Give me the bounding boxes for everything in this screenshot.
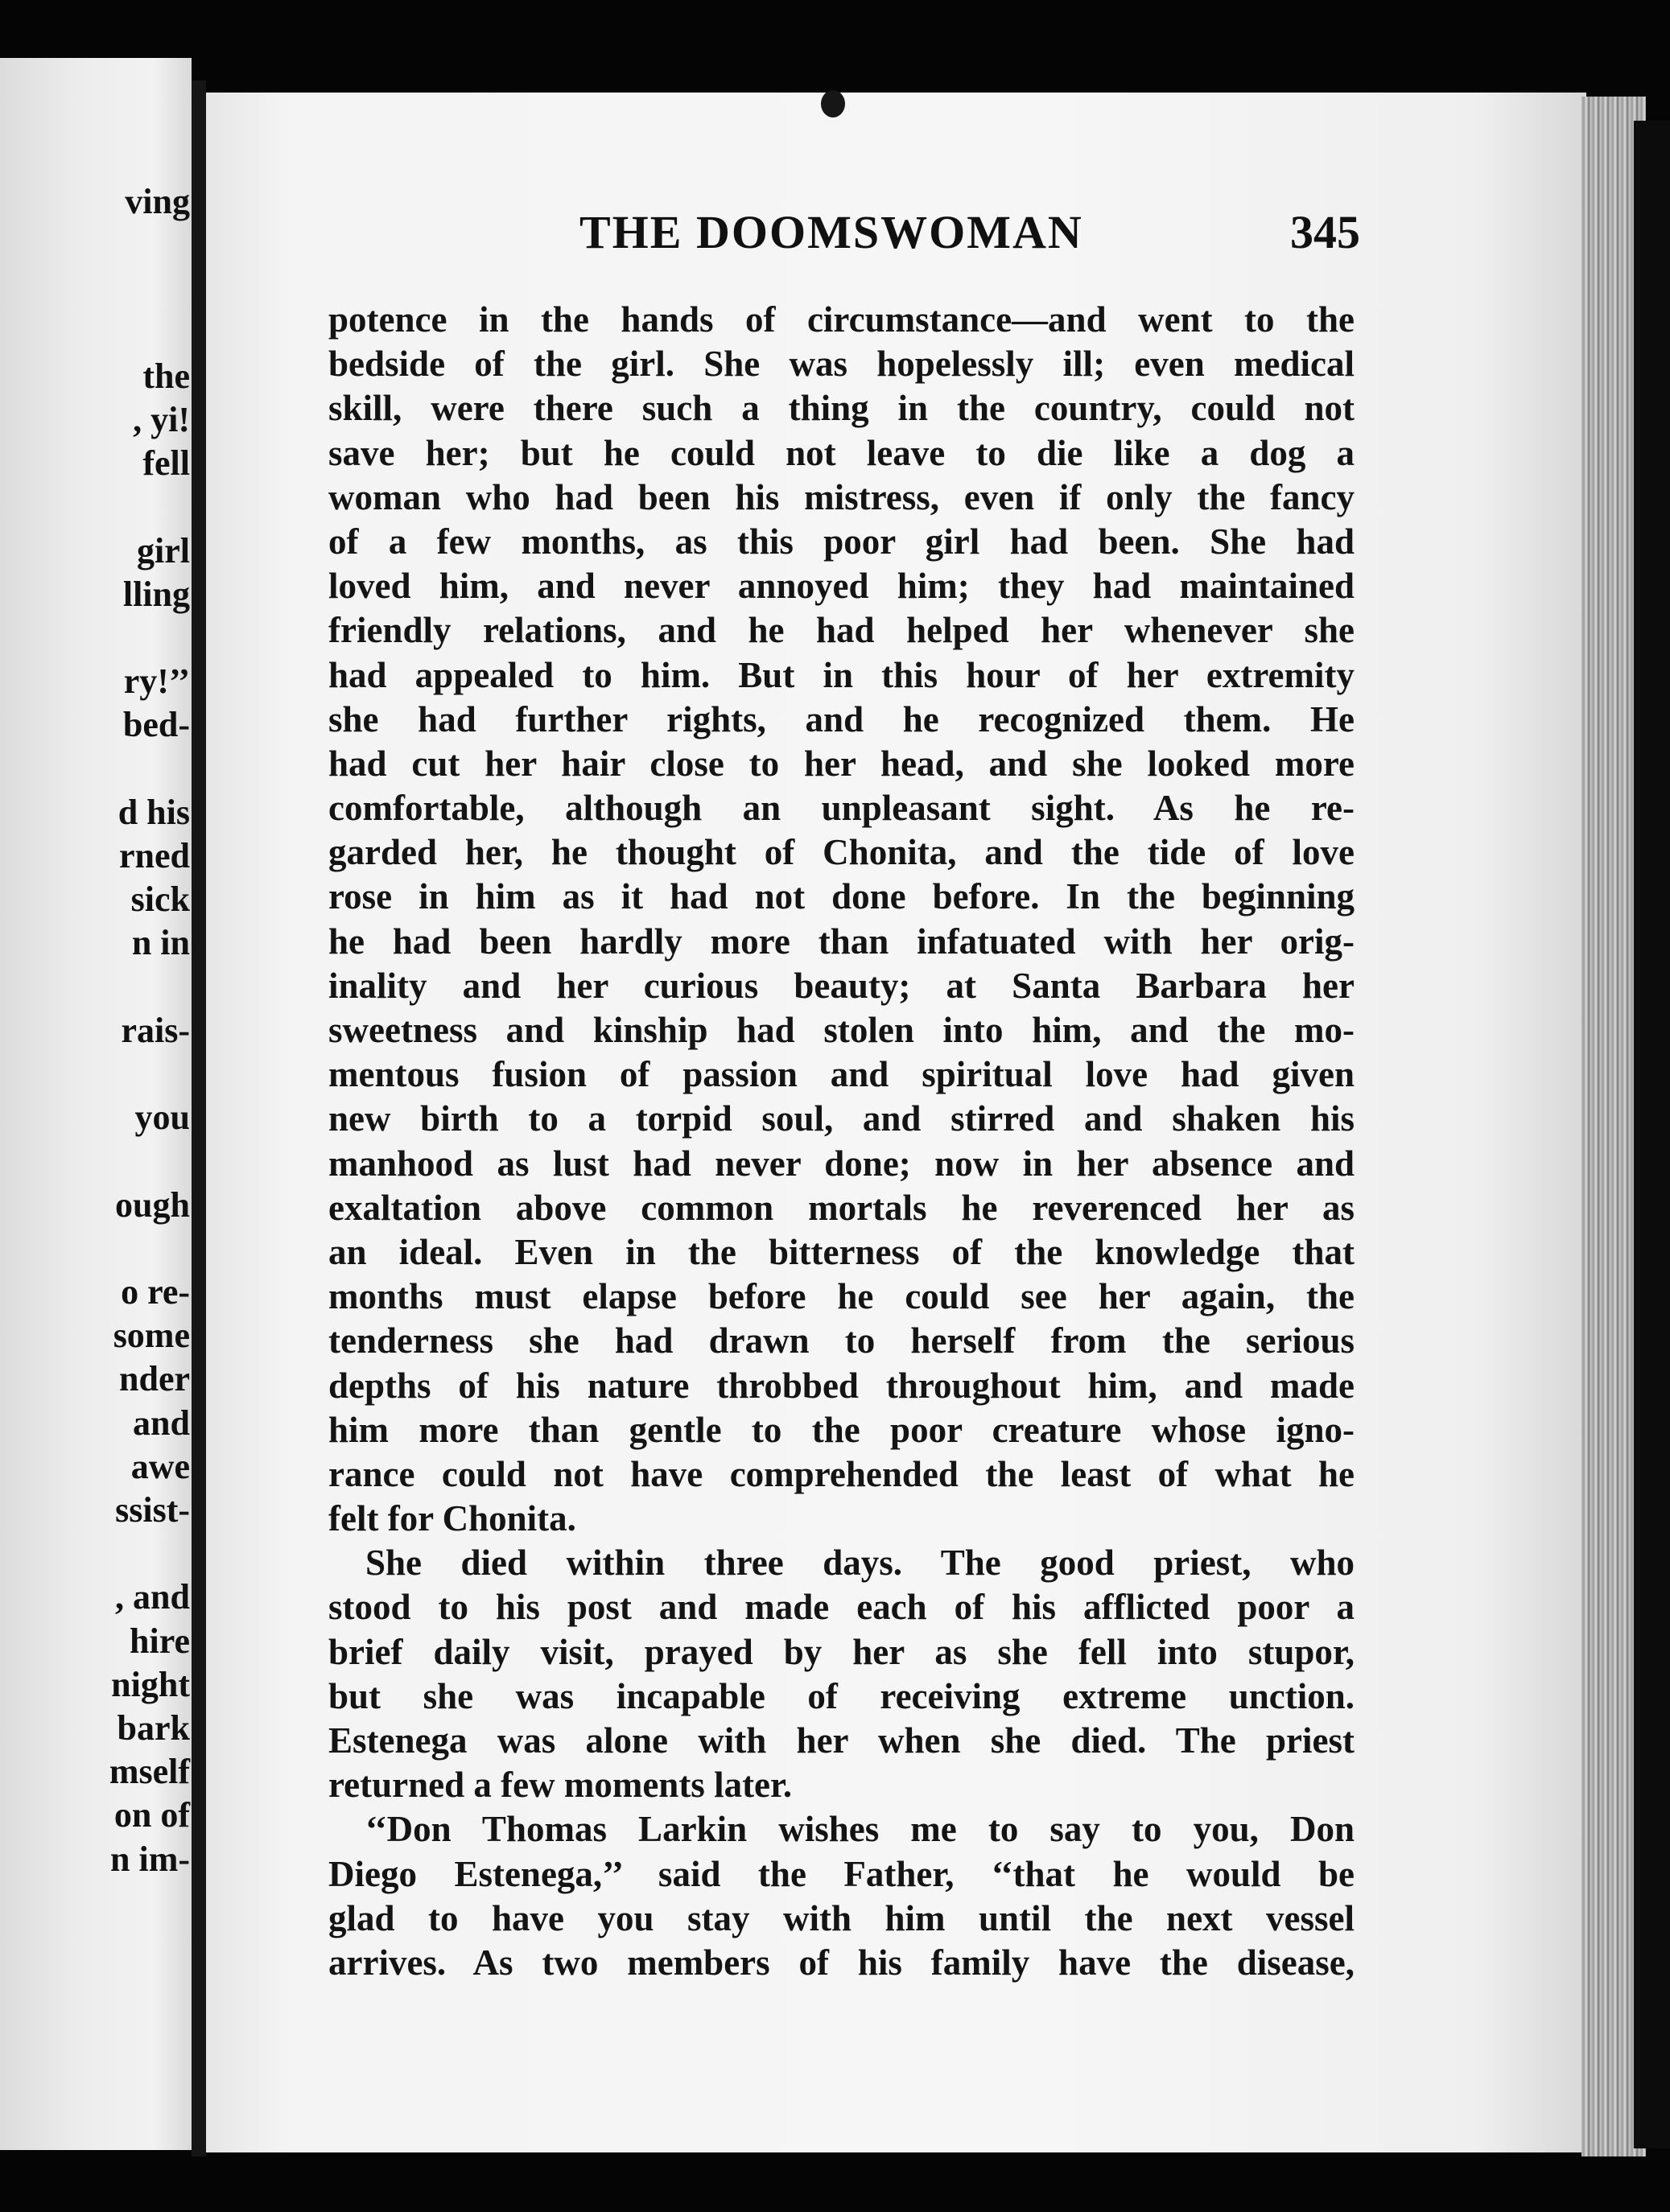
- left-page-fragment: and: [133, 1403, 190, 1443]
- text-line: friendly relations, and he had helped her whenever she: [328, 610, 1355, 651]
- left-page-fragment: lling: [122, 574, 190, 614]
- left-page-fragment: hire: [130, 1621, 190, 1661]
- left-page-fragment: nder: [119, 1359, 190, 1399]
- text-line: returned a few moments later.: [328, 1765, 793, 1806]
- text-line: had appealed to him. But in this hour of her extremity: [328, 654, 1355, 695]
- text-line: mentous fusion of passion and spiritual love had given: [328, 1054, 1355, 1095]
- text-line: inality and her curious beauty; at Santa Barbara her: [328, 965, 1355, 1006]
- left-page-fragment: fell: [142, 443, 190, 484]
- text-line: brief daily visit, prayed by her as she fell into stupor,: [328, 1631, 1355, 1672]
- left-page-fragment: some: [113, 1316, 190, 1356]
- left-page-fragment: ving: [125, 182, 190, 221]
- text-line: him more than gentle to the poor creature whose igno-: [328, 1409, 1355, 1450]
- text-line: bedside of the girl. She was hopelessly ill; even medical: [328, 344, 1355, 385]
- text-line: skill, were there such a thing in the country, could not: [328, 388, 1355, 429]
- text-line: an ideal. Even in the bitterness of the knowledge that: [328, 1231, 1355, 1272]
- book-gutter: [192, 80, 206, 2156]
- text-line: loved him, and never annoyed him; they had maintained: [328, 566, 1355, 607]
- text-line: comfortable, although an unpleasant sight. As he re-: [328, 788, 1355, 829]
- text-line: but she was incapable of receiving extreme unction.: [328, 1675, 1355, 1716]
- text-line: she had further rights, and he recognized them. He: [328, 698, 1355, 739]
- text-line: felt for Chonita.: [328, 1498, 576, 1539]
- text-line: save her; but he could not leave to die like a dog a: [328, 432, 1355, 473]
- left-page-fragment: d his: [118, 792, 190, 832]
- text-line: of a few months, as this poor girl had been. She had: [328, 521, 1355, 562]
- left-page-fragment: n in: [131, 923, 190, 963]
- text-line: stood to his post and made each of his afflicted poor a: [328, 1587, 1355, 1628]
- left-page-fragment: the: [142, 356, 190, 396]
- left-page-fragment: rned: [119, 836, 190, 875]
- text-line: new birth to a torpid soul, and stirred and shaken his: [328, 1098, 1355, 1139]
- left-page-fragment: mself: [109, 1752, 190, 1792]
- left-page-fragment: ry!’’: [123, 661, 190, 702]
- left-page-fragment: on of: [113, 1795, 190, 1835]
- page-number: 345: [1290, 206, 1360, 258]
- left-page-fragment: awe: [130, 1446, 190, 1486]
- text-line: he had been hardly more than infatuated with her orig-: [328, 921, 1355, 962]
- text-line: Diego Estenega,’’ said the Father, ‘‘that he would be: [328, 1853, 1355, 1894]
- text-line: depths of his nature throbbed throughout him, and made: [328, 1365, 1355, 1406]
- text-line: woman who had been his mistress, even if only the fancy: [328, 476, 1355, 517]
- left-page-fragment: n im-: [110, 1839, 190, 1879]
- text-line: tenderness she had drawn to herself from the serious: [328, 1320, 1355, 1361]
- running-title: THE DOOMSWOMAN: [579, 206, 1083, 258]
- text-line: ‘‘Don Thomas Larkin wishes me to say to you, Don: [365, 1809, 1355, 1850]
- body-text: [328, 298, 1355, 1985]
- left-page-fragment: o re-: [121, 1272, 190, 1312]
- text-line: rance could not have comprehended the least of what he: [328, 1453, 1355, 1494]
- left-page-fragment: ssist-: [115, 1490, 190, 1530]
- left-page: [0, 58, 192, 2150]
- text-line: arrives. As two members of his family have the disease,: [328, 1942, 1355, 1983]
- scan-border: [1634, 121, 1670, 2148]
- text-line: She died within three days. The good priest, who: [365, 1543, 1355, 1584]
- text-line: manhood as lust had never done; now in her absence and: [328, 1143, 1355, 1184]
- left-page-fragment: rais-: [121, 1010, 190, 1050]
- text-line: rose in him as it had not done before. In the beginning: [328, 876, 1355, 917]
- text-line: sweetness and kinship had stolen into him, and the mo-: [328, 1010, 1355, 1050]
- left-page-fragment: you: [134, 1098, 190, 1138]
- text-line: potence in the hands of circumstance—and went to the: [328, 299, 1355, 340]
- text-line: Estenega was alone with her when she died. The priest: [328, 1720, 1355, 1761]
- left-page-fragment: bed-: [122, 705, 190, 745]
- left-page-fragment: ough: [115, 1184, 190, 1225]
- left-page-fragment: night: [111, 1664, 190, 1704]
- binding-hole: [821, 90, 845, 117]
- left-page-text: [0, 58, 192, 2150]
- left-page-fragment: , and: [115, 1577, 190, 1617]
- left-page-fragment: girl: [137, 530, 190, 571]
- left-page-fragment: , yi!: [133, 400, 190, 439]
- text-line: glad to have you stay with him until the next vessel: [328, 1897, 1355, 1938]
- text-line: exaltation above common mortals he reverenced her as: [328, 1187, 1355, 1228]
- text-line: had cut her hair close to her head, and she looked more: [328, 743, 1355, 784]
- left-page-fragment: sick: [130, 879, 190, 920]
- text-line: months must elapse before he could see her again, the: [328, 1276, 1355, 1317]
- left-page-fragment: bark: [117, 1708, 190, 1748]
- text-line: garded her, he thought of Chonita, and the tide of love: [328, 832, 1355, 873]
